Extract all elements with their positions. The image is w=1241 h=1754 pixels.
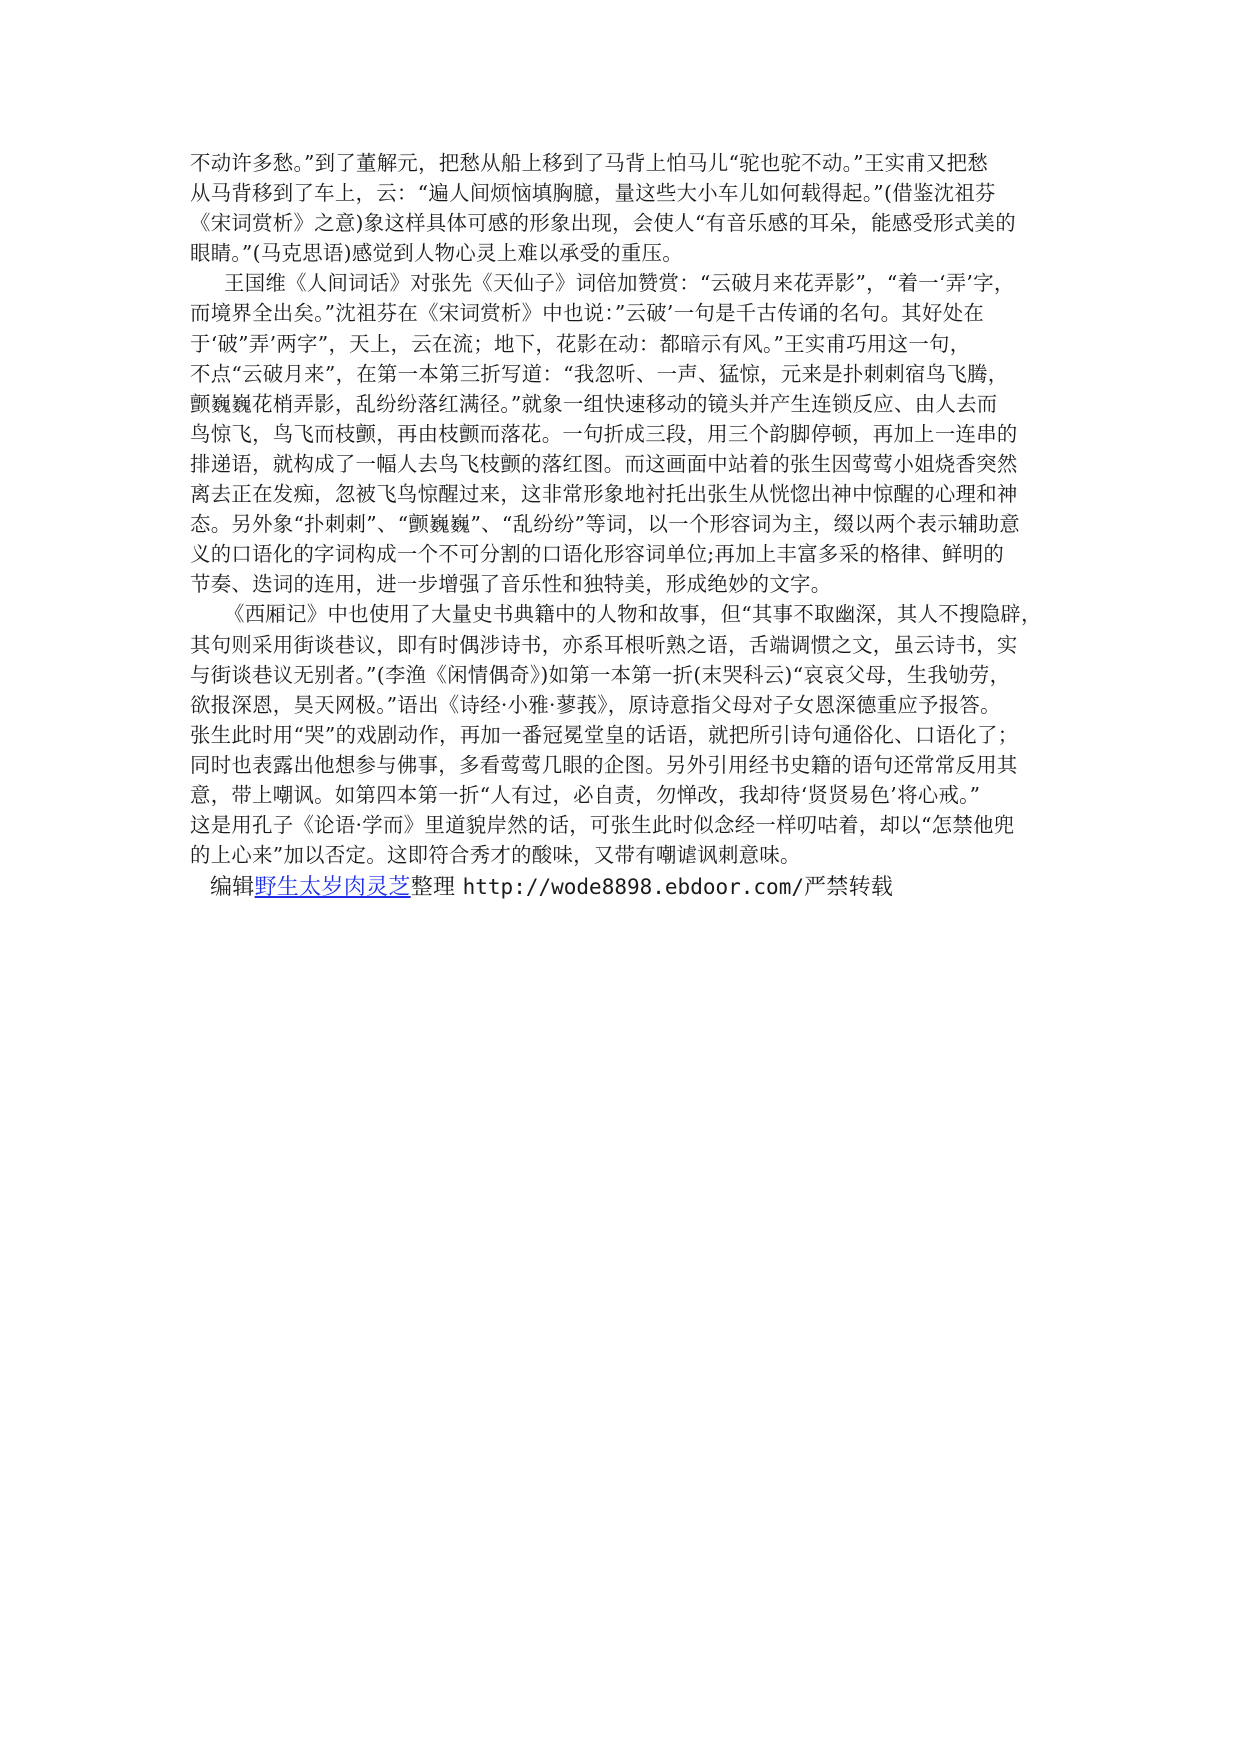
text-line: 从马背移到了车上，云：“遍人间烦恼填胸臆，量这些大小车儿如何载得起。”(借鉴沈祖芬 (190, 181, 996, 206)
text-line: 王国维《人间词话》对张先《天仙子》词倍加赞赏：“云破月来花弄影”，“着一‘弄’字， (224, 271, 1015, 296)
footer-credit (190, 870, 1052, 905)
text-line: 离去正在发痴，忽被飞鸟惊醒过来，这非常形象地衬托出张生从恍惚出神中惊醒的心理和神 (190, 482, 1018, 507)
text-line: 的上心来”加以否定。这即符合秀才的酸味，又带有嘲谑讽刺意味。 (190, 843, 801, 868)
paragraph-2 (190, 268, 1052, 599)
text-line: 《宋词赏析》之意)象这样具体可感的形象出现，会使人“有音乐感的耳朵，能感受形式美的 (190, 211, 1016, 236)
text-line: 义的口语化的字词构成一个不可分割的口语化形容词单位;再加上丰富多采的格律、鲜明的 (190, 542, 1005, 567)
text-line: 与街谈巷议无别者。”(李渔《闲情偶奇》)如第一本第一折(末哭科云)“哀哀父母，生我劬劳， (190, 662, 1011, 687)
text-line: 不动许多愁。”到了董解元，把愁从船上移到了马背上怕马儿“驼也驼不动。”王实甫又把愁 (190, 151, 989, 175)
footer-url: http://wode8898.ebdoor.com/ (462, 875, 804, 900)
text-line: 排递语，就构成了一幅人去鸟飞枝颤的落红图。而这画面中站着的张生因莺莺小姐烧香突然 (190, 451, 1018, 476)
text-line: 鸟惊飞，鸟飞而枝颤，再由枝颤而落花。一句折成三段，用三个韵脚停顿，再加上一连串的 (190, 421, 1018, 446)
text-line: 《西厢记》中也使用了大量史书典籍中的人物和故事，但“其事不取幽深，其人不搜隐辟， (224, 602, 1042, 627)
text-line: 张生此时用“哭”的戏剧动作，再加一番冠冕堂皇的话语，就把所引诗句通俗化、口语化了； (190, 722, 1019, 747)
paragraph-1 (190, 148, 1052, 268)
paragraph-3 (190, 599, 1052, 870)
text-line: 同时也表露出他想参与佛事，多看莺莺几眼的企图。另外引用经书史籍的语句还常常反用其 (190, 752, 1018, 777)
footer-suffix: 严禁转载 (804, 875, 894, 901)
text-line: 这是用孔子《论语·学而》里道貌岸然的话，可张生此时似念经一样叨咕着，却以“怎禁他兜 (190, 813, 1015, 838)
text-line: 意，带上嘲讽。如第四本第一折“人有过，必自责，勿惮改，我却待‘贤贤易色’将心戒。” (190, 782, 981, 807)
text-line: 而境界全出矣。”沈祖芬在《宋词赏析》中也说：”云破’一句是千古传诵的名句。其好处在 (190, 301, 985, 326)
editor-link[interactable]: 野生太岁肉灵芝 (254, 875, 411, 901)
text-line: 颤巍巍花梢弄影，乱纷纷落红满径。”就象一组快速移动的镜头并产生连锁反应、由人去而 (190, 391, 998, 416)
text-line: 其句则采用街谈巷议，即有时偶涉诗书，亦系耳根听熟之语，舌端调惯之文，虽云诗书，实 (190, 632, 1018, 657)
text-line: 不点“云破月来”，在第一本第三折写道：“我忽听、一声、猛惊，元来是扑刺刺宿鸟飞腾， (190, 361, 1009, 386)
text-line: 节奏、迭词的连用，进一步增强了音乐性和独特美，形成绝妙的文字。 (190, 572, 832, 597)
text-line: 眼睛。”(马克思语)感觉到人物心灵上难以承受的重压。 (190, 241, 683, 266)
footer-prefix: 编辑 (210, 875, 255, 901)
footer-middle: 整理 (410, 875, 463, 901)
text-line: 于‘破”弄’两字”，天上，云在流；地下，花影在动：都暗示有风。”王实甫巧用这一句， (190, 331, 971, 356)
text-line: 态。另外象“扑刺刺”、“颤巍巍”、“乱纷纷”等词，以一个形容词为主，缀以两个表示辅助意 (190, 512, 1020, 537)
text-line: 欲报深恩，昊天网极。”语出《诗经·小雅·蓼莪》，原诗意指父母对子女恩深德重应予报答。 (190, 692, 1001, 717)
document-page (190, 148, 1052, 905)
